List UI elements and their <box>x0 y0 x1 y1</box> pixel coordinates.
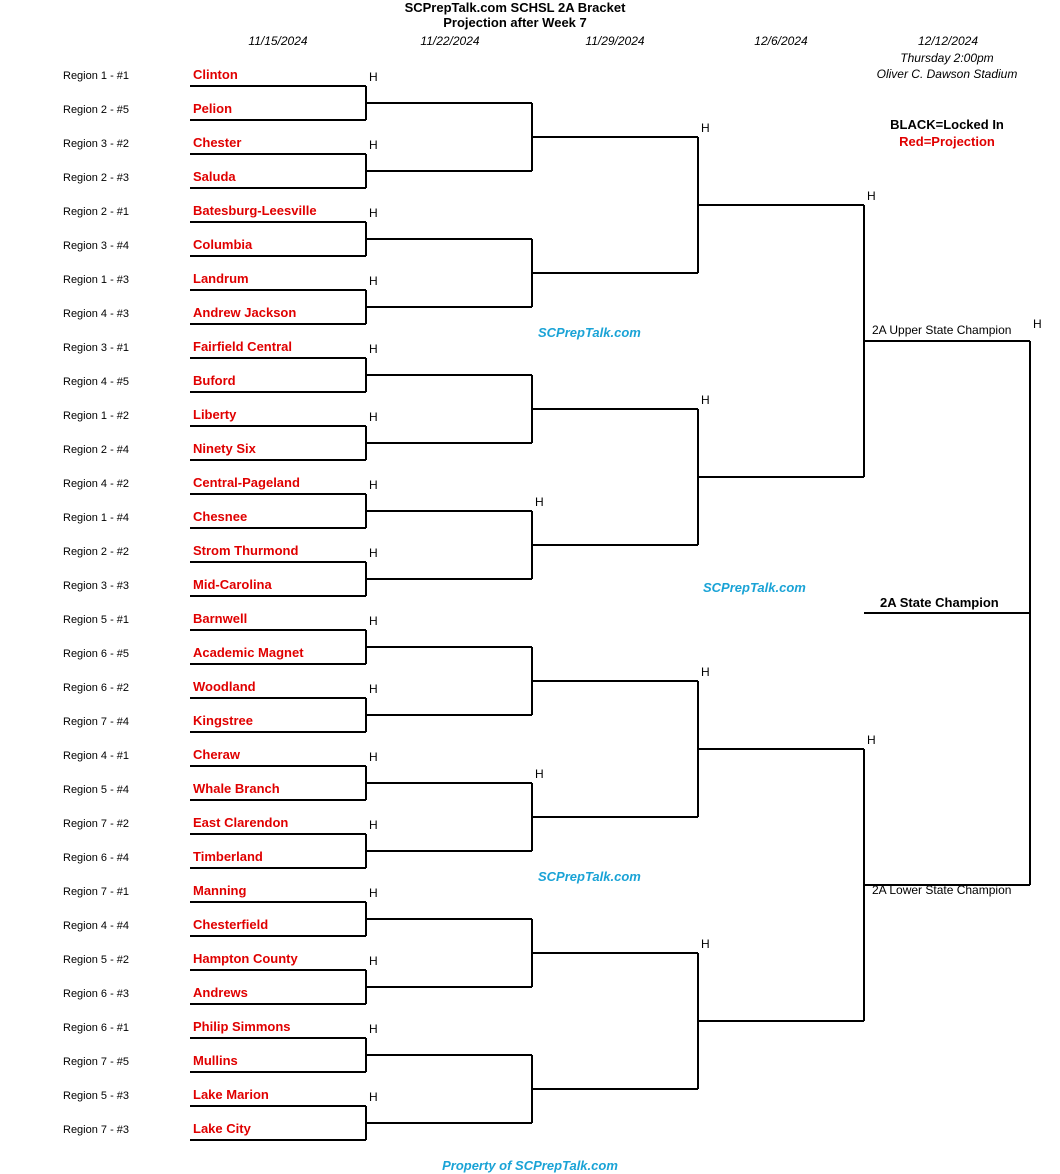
team-name: Strom Thurmond <box>193 543 299 558</box>
team-name: Fairfield Central <box>193 339 292 354</box>
legend-locked-in: BLACK=Locked In <box>890 117 1004 132</box>
seed-label: Region 7 - #3 <box>63 1124 130 1136</box>
home-marker: H <box>535 767 544 781</box>
seed-label: Region 1 - #4 <box>63 512 130 524</box>
seed-label: Region 1 - #3 <box>63 274 130 286</box>
seed-label: Region 6 - #3 <box>63 988 130 1000</box>
seed-label: Region 7 - #1 <box>63 886 130 898</box>
seed-label: Region 2 - #5 <box>63 104 130 116</box>
seed-label: Region 6 - #5 <box>63 648 130 660</box>
team-name: Andrews <box>193 985 248 1000</box>
team-name: Academic Magnet <box>193 645 304 660</box>
team-name: Pelion <box>193 101 233 116</box>
team-name: Timberland <box>193 849 263 864</box>
team-name: Clinton <box>193 67 238 82</box>
team-name: Philip Simmons <box>193 1019 291 1034</box>
team-name: Central-Pageland <box>193 475 300 490</box>
seed-label: Region 5 - #1 <box>63 614 130 626</box>
home-marker: H <box>369 954 378 968</box>
watermark: SCPrepTalk.com <box>538 325 641 340</box>
team-name: Hampton County <box>193 951 298 966</box>
home-marker: H <box>369 410 378 424</box>
home-marker: H <box>369 682 378 696</box>
home-marker: H <box>701 121 710 135</box>
home-marker: H <box>701 937 710 951</box>
legend-projection: Red=Projection <box>899 134 995 149</box>
team-name: Batesburg-Leesville <box>193 203 317 218</box>
seed-label: Region 6 - #1 <box>63 1022 130 1034</box>
seed-label: Region 4 - #1 <box>63 750 130 762</box>
team-name: East Clarendon <box>193 815 289 830</box>
home-marker: H <box>369 546 378 560</box>
seed-label: Region 7 - #4 <box>63 716 130 728</box>
seed-label: Region 2 - #2 <box>63 546 130 558</box>
seed-label: Region 3 - #4 <box>63 240 130 252</box>
state-champion-label: 2A State Champion <box>880 595 999 610</box>
round3-date: 11/29/2024 <box>585 34 645 48</box>
team-name: Buford <box>193 373 236 388</box>
home-marker: H <box>369 274 378 288</box>
team-name: Kingstree <box>193 713 253 728</box>
final-date: 12/12/2024 <box>917 34 979 48</box>
team-name: Chester <box>193 135 242 150</box>
seed-label: Region 1 - #1 <box>63 70 130 82</box>
seed-label: Region 2 - #4 <box>63 444 130 456</box>
seed-label: Region 4 - #3 <box>63 308 130 320</box>
team-name: Saluda <box>193 169 236 184</box>
team-name: Woodland <box>193 679 256 694</box>
home-marker: H <box>867 733 876 747</box>
team-name: Chesterfield <box>193 917 269 932</box>
round4-date: 12/6/2024 <box>754 34 808 48</box>
home-marker: H <box>369 614 378 628</box>
seed-label: Region 4 - #2 <box>63 478 130 490</box>
home-marker: H <box>369 1022 378 1036</box>
seed-label: Region 2 - #1 <box>63 206 130 218</box>
lower-state-champion-label: 2A Lower State Champion <box>872 883 1012 897</box>
seed-label: Region 1 - #2 <box>63 410 130 422</box>
team-name: Manning <box>193 883 247 898</box>
home-marker: H <box>369 818 378 832</box>
home-marker: H <box>369 342 378 356</box>
seed-label: Region 3 - #3 <box>63 580 130 592</box>
seed-label: Region 5 - #3 <box>63 1090 130 1102</box>
bracket-title: SCPrepTalk.com SCHSL 2A Bracket <box>404 0 626 15</box>
team-name: Chesnee <box>193 509 248 524</box>
home-marker: H <box>369 886 378 900</box>
watermark: SCPrepTalk.com <box>538 869 641 884</box>
team-name: Andrew Jackson <box>193 305 297 320</box>
seed-label: Region 5 - #4 <box>63 784 130 796</box>
seed-label: Region 4 - #4 <box>63 920 130 932</box>
seed-label: Region 3 - #1 <box>63 342 130 354</box>
team-name: Cheraw <box>193 747 240 762</box>
upper-state-champion-label: 2A Upper State Champion <box>872 323 1012 337</box>
seed-label: Region 6 - #4 <box>63 852 130 864</box>
home-marker: H <box>369 206 378 220</box>
footer-property: Property of SCPrepTalk.com <box>442 1158 618 1173</box>
team-name: Mid-Carolina <box>193 577 272 592</box>
team-name: Liberty <box>193 407 237 422</box>
team-name: Mullins <box>193 1053 238 1068</box>
round2-date: 11/22/2024 <box>420 34 480 48</box>
home-marker: H <box>369 1090 378 1104</box>
final-venue: Oliver C. Dawson Stadium <box>876 67 1018 81</box>
seed-label: Region 7 - #2 <box>63 818 130 830</box>
team-name: Landrum <box>193 271 249 286</box>
seed-label: Region 3 - #2 <box>63 138 130 150</box>
home-marker: H <box>1033 317 1042 331</box>
team-name: Barnwell <box>193 611 248 626</box>
seed-label: Region 7 - #5 <box>63 1056 130 1068</box>
team-name: Lake City <box>193 1121 251 1136</box>
round1-date: 11/15/2024 <box>248 34 308 48</box>
team-name: Ninety Six <box>193 441 256 456</box>
team-name: Columbia <box>193 237 253 252</box>
home-marker: H <box>369 750 378 764</box>
home-marker: H <box>701 665 710 679</box>
seed-label: Region 2 - #3 <box>63 172 130 184</box>
seed-label: Region 5 - #2 <box>63 954 130 966</box>
home-marker: H <box>369 478 378 492</box>
watermark: SCPrepTalk.com <box>703 580 806 595</box>
home-marker: H <box>369 70 378 84</box>
seed-label: Region 6 - #2 <box>63 682 130 694</box>
home-marker: H <box>701 393 710 407</box>
bracket-subtitle: Projection after Week 7 <box>443 15 587 30</box>
home-marker: H <box>369 138 378 152</box>
team-name: Lake Marion <box>193 1087 269 1102</box>
final-time: Thursday 2:00pm <box>900 51 994 65</box>
home-marker: H <box>867 189 876 203</box>
home-marker: H <box>535 495 544 509</box>
seed-label: Region 4 - #5 <box>63 376 130 388</box>
team-name: Whale Branch <box>193 781 280 796</box>
